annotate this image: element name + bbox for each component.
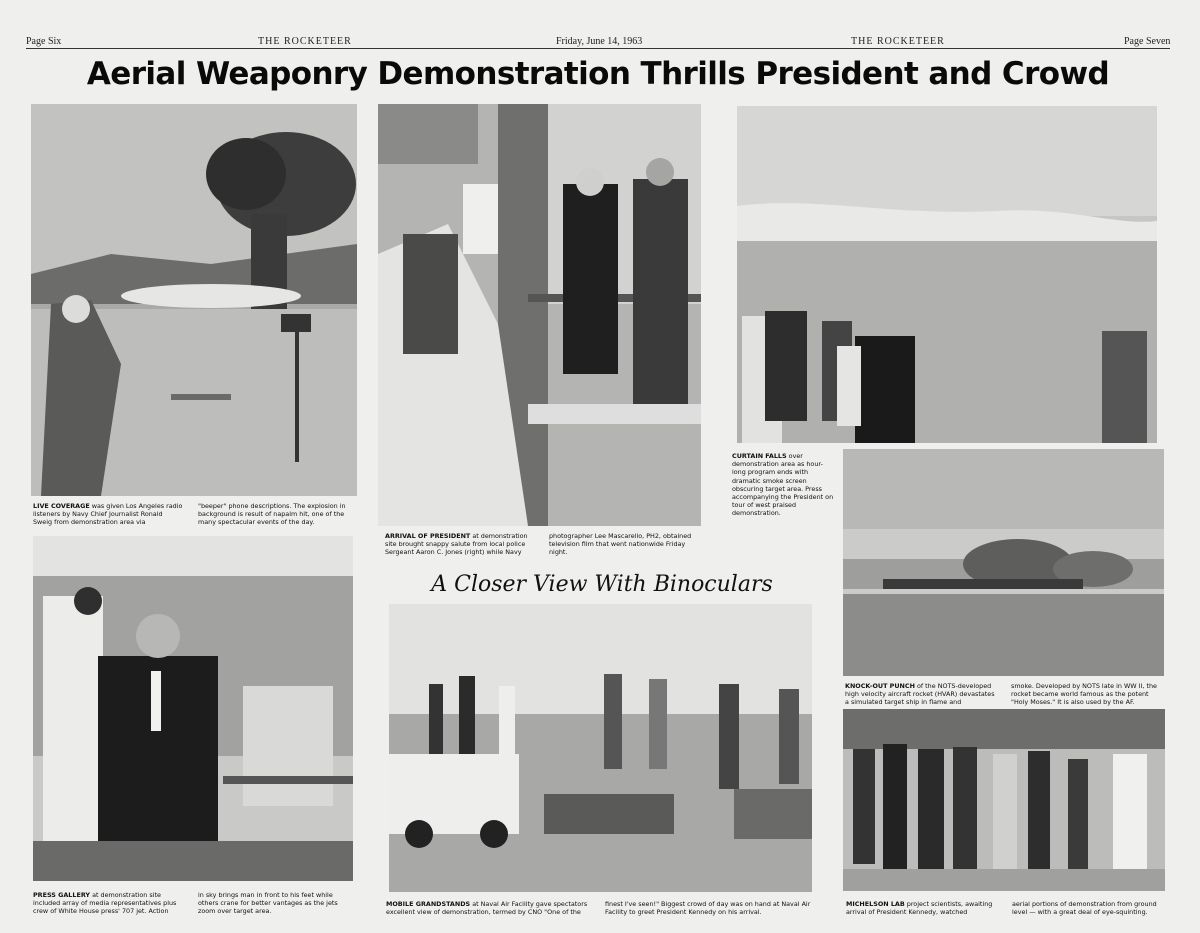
caption-arrival-col2: photographer Lee Mascarello, PH2, obtained television film that went nationwide Friday night.	[549, 532, 692, 557]
headline: Aerial Weaponry Demonstration Thrills President and Crowd	[86, 56, 1110, 92]
photo-press-gallery	[33, 536, 353, 881]
subheadline: A Closer View With Binoculars	[431, 572, 773, 597]
caption-lead: KNOCK-OUT PUNCH	[845, 682, 915, 690]
caption-live-coverage-col1	[33, 502, 183, 527]
caption-live-coverage-col2: "beeper" phone descriptions. The explosion in background is result of napalm hit, one of the many spectacular events of the day.	[198, 502, 346, 527]
page-number-left: Page Six	[26, 36, 62, 47]
caption-text: was given Los Angeles radio listeners by Navy Chief Journalist Ronald Sweig from demonstration area via	[33, 502, 183, 527]
page-number-right: Page Seven	[1124, 36, 1171, 47]
caption-knockout-col2: smoke. Developed by NOTS late in WW II, the rocket became world famous as the potent "Holy Moses." It is also used by the AF.	[1011, 682, 1157, 707]
photo-live-coverage	[31, 104, 357, 496]
caption-lead: LIVE COVERAGE	[33, 502, 90, 510]
photo-curtain-falls	[737, 106, 1157, 443]
caption-knockout-col1	[845, 682, 997, 707]
caption-text: over demonstration area as hour-long program ends with dramatic smoke screen obscuring target area. Press accompanying the President on tour of west praised demonstration.	[732, 452, 834, 518]
caption-text: project scientists, awaiting arrival of President Kennedy, watched	[846, 900, 993, 917]
photo-michelson-lab	[843, 709, 1165, 891]
caption-lead: CURTAIN FALLS	[732, 452, 787, 460]
photo-mobile-grandstands	[389, 604, 812, 892]
caption-mobile-grandstands-col2: finest I've seen!" Biggest crowd of day was on hand at Naval Air Facility to greet President Kennedy on his arrival.	[605, 900, 811, 917]
caption-lead: PRESS GALLERY	[33, 891, 91, 899]
caption-text: of the NOTS-developed high velocity aircraft rocket (HVAR) devastates a simulated target ship in flame and	[845, 682, 995, 707]
caption-lead: MICHELSON LAB	[846, 900, 905, 908]
masthead-left: THE ROCKETEER	[258, 36, 352, 47]
caption-michelson-col2: aerial portions of demonstration from ground level — with a great deal of eye-squinting.	[1012, 900, 1157, 917]
caption-press-gallery-col1	[33, 891, 188, 916]
caption-text: at demonstration site included array of media representatives plus crew of White House press' 707 jet. Action	[33, 891, 177, 916]
photo-knockout-punch	[843, 449, 1164, 676]
caption-text: at Naval Air Facility gave spectators excellent view of demonstration, termed by CNO "One of the	[386, 900, 588, 917]
issue-date: Friday, June 14, 1963	[556, 36, 643, 47]
masthead-right: THE ROCKETEER	[851, 36, 945, 47]
caption-lead: MOBILE GRANDSTANDS	[386, 900, 471, 908]
photo-arrival	[378, 104, 701, 526]
caption-michelson-col1	[846, 900, 996, 916]
caption-arrival-col1	[385, 532, 540, 557]
caption-text: at demonstration site brought snappy salute from local police Sergeant Aaron C. Jones (right) while Navy	[385, 532, 528, 557]
caption-curtain-falls	[732, 452, 836, 518]
caption-lead: ARRIVAL OF PRESIDENT	[385, 532, 471, 540]
caption-mobile-grandstands-col1	[386, 900, 596, 916]
folio-rule	[26, 48, 1170, 49]
caption-press-gallery-col2: in sky brings man in front to his feet while others crane for better vantages as the jets zoom over target area.	[198, 891, 338, 916]
